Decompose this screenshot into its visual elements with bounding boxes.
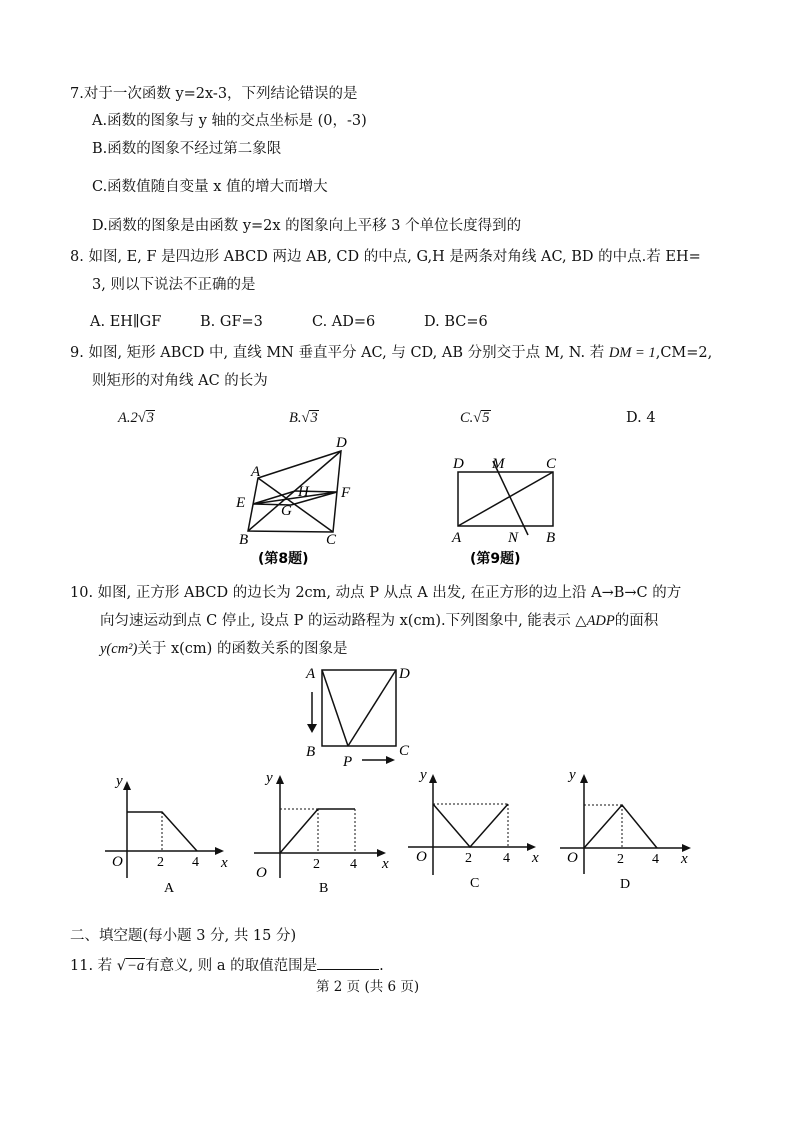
fig8-label-f: F (341, 485, 351, 501)
graph-c-tick-4: 4 (503, 851, 510, 866)
q9-stem-text-b: ,CM=2, (655, 345, 713, 361)
q11-end: . (379, 958, 384, 974)
graph-b-tick-4: 4 (350, 857, 357, 872)
graph-c-x-label: x (532, 850, 539, 866)
q9-option-d: D. 4 (626, 410, 656, 426)
q11-suffix: 有意义, 则 a 的取值范围是 (145, 958, 318, 974)
graph-c-letter: C (470, 876, 480, 891)
fig9-label-m: M (492, 456, 505, 472)
fig9-label-b: B (546, 530, 556, 546)
graph-d-origin: O (567, 850, 578, 866)
q8-option-b: B. GF=3 (200, 314, 263, 330)
fig8-label-h: H (298, 484, 309, 500)
q8-stem-line1: 8. 如图, E, F 是四边形 ABCD 两边 AB, CD 的中点, G,H 是两条对角线 AC, BD 的中点.若 EH= (70, 249, 701, 265)
graph-b-tick-2: 2 (313, 857, 320, 872)
q9-option-a-radicand: 3 (146, 410, 154, 426)
q11-prefix: 11. 若 (70, 958, 117, 974)
q10-stem-text-c: 关于 x(cm) 的函数关系的图象是 (137, 641, 348, 657)
graph-c-tick-2: 2 (465, 851, 472, 866)
graph-d-y-arrow (580, 774, 588, 783)
graph-a-y-arrow (123, 781, 131, 790)
q10-stem-text-b: 的面积 (614, 613, 659, 629)
q7-option-c: C.函数值随自变量 x 值的增大而增大 (92, 179, 328, 195)
fig9-label-n: N (508, 530, 519, 546)
graph-a-x-label: x (221, 855, 228, 871)
graph-a (105, 773, 228, 896)
q9-stem-text-a: 9. 如图, 矩形 ABCD 中, 直线 MN 垂直平分 AC, 与 CD, AB 分别交于点 M, N. 若 (70, 345, 609, 361)
fig8-label-g: G (281, 503, 292, 519)
graph-a-tick-4: 4 (192, 855, 199, 870)
q11-radicand: −a (127, 958, 145, 974)
graph-c-curve (433, 804, 508, 847)
q10-y-math: y(cm²) (100, 641, 138, 657)
q10-label-b: B (306, 744, 316, 760)
q7-option-a: A.函数的图象与 y 轴的交点坐标是 (0，-3) (92, 113, 367, 129)
graph-d-letter: D (620, 877, 631, 892)
q10-adp-math: ADP (586, 613, 615, 629)
graph-d-tick-2: 2 (617, 852, 624, 867)
graph-c-y-label: y (420, 767, 427, 783)
fig9-label-a: A (452, 530, 462, 546)
graph-a-letter: A (164, 881, 175, 896)
page-footer: 第 2 页 (共 6 页) (316, 979, 420, 995)
q7-stem: 7.对于一次函数 y=2x-3，下列结论错误的是 (70, 86, 358, 102)
section2-title: 二、填空题(每小题 3 分, 共 15 分) (70, 928, 297, 944)
fig9-caption: (第9题) (470, 551, 521, 567)
q10-stem-line1: 10. 如图, 正方形 ABCD 的边长为 2cm, 动点 P 从点 A 出发, 在正方形的边上沿 A→B→C 的方 (70, 585, 682, 601)
q10-label-c: C (399, 743, 410, 759)
q8-option-d: D. BC=6 (424, 314, 488, 330)
fig8-label-c: C (326, 532, 337, 548)
graph-d-curve (584, 805, 657, 848)
graph-a-tick-2: 2 (157, 855, 164, 870)
fig9-label-c: C (546, 456, 557, 472)
graph-c (408, 767, 539, 891)
q7-option-d: D.函数的图象是由函数 y=2x 的图象向上平移 3 个单位长度得到的 (92, 218, 522, 234)
q9-option-c: C.√5 (460, 410, 490, 426)
graph-b (254, 770, 389, 896)
graph-d-tick-4: 4 (652, 852, 659, 867)
q9-stem-line2: 则矩形的对角线 AC 的长为 (92, 373, 268, 389)
graph-b-letter: B (319, 881, 329, 896)
q9-option-b-radicand: 3 (310, 410, 318, 426)
q10-label-d: D (399, 666, 410, 682)
graph-c-y-arrow (429, 774, 437, 783)
q9-option-b: B.√3 (289, 410, 318, 426)
q10-label-p: P (343, 754, 353, 770)
q9-option-a-prefix: A.2 (118, 410, 138, 426)
graph-a-x-arrow (215, 847, 224, 855)
q11-line: 11. 若 √−a有意义, 则 a 的取值范围是 . (70, 955, 384, 976)
graph-b-y-arrow (276, 775, 284, 784)
q8-stem-line2: 3, 则以下说法不正确的是 (92, 277, 256, 293)
q10-label-a: A (306, 666, 316, 682)
q8-option-c: C. AD=6 (312, 314, 376, 330)
fig8-label-d: D (336, 435, 347, 451)
q9-option-c-radicand: 5 (482, 410, 490, 426)
graph-b-x-label: x (382, 856, 389, 872)
q9-dm-math: DM = 1 (608, 345, 656, 361)
fig8-caption: (第8题) (258, 551, 309, 567)
fig8-label-b: B (239, 532, 249, 548)
fig8-label-e: E (236, 495, 246, 511)
fig8-label-a: A (251, 464, 261, 480)
q9-option-a: A.2√3 (118, 410, 154, 426)
q9-option-c-prefix: C. (460, 410, 474, 426)
fig9-label-d: D (453, 456, 464, 472)
graph-a-origin: O (112, 854, 123, 870)
graph-d-y-label: y (569, 767, 576, 783)
graph-b-origin: O (256, 865, 267, 881)
graph-b-y-label: y (266, 770, 273, 786)
q10-stem-text-a: 向匀速运动到点 C 停止, 设点 P 的运动路程为 x(cm).下列图象中, 能表示 △ (100, 613, 587, 629)
q8-option-a: A. EH∥GF (90, 314, 162, 330)
graph-c-origin: O (416, 849, 427, 865)
graph-a-y-label: y (116, 773, 123, 789)
graph-d (560, 767, 691, 892)
graph-d-x-label: x (681, 851, 688, 867)
q9-option-b-prefix: B. (289, 410, 302, 426)
q7-option-b: B.函数的图象不经过第二象限 (92, 141, 282, 157)
q11-answer-blank[interactable] (317, 955, 379, 970)
